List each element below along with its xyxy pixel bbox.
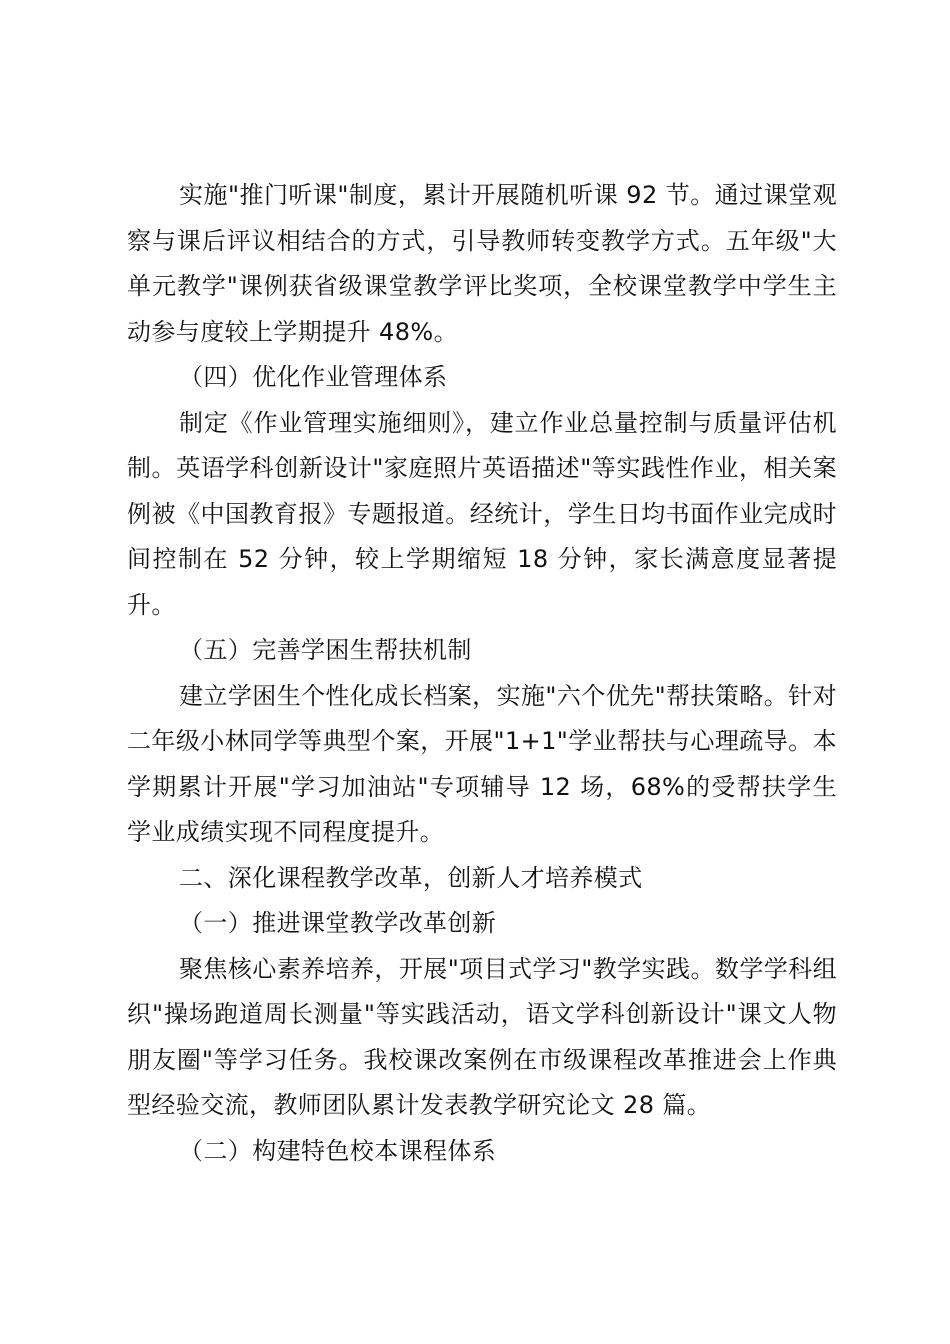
chapter-heading-curriculum-reform: 二、深化课程教学改革，创新人才培养模式 [179,863,643,892]
section-heading-struggling-students: （五）完善学困生帮扶机制 [179,636,472,664]
paragraph-classroom-reform: 聚焦核心素养培养，开展"项目式学习"教学实践。数学学科组织"操场跑道周长测量"等实践活动，语文学科创新设计"课文人物朋友圈"等学习任务。我校课改案例在市级课程改革推进会上作典型经验交流，教师团队累计发表教学研究论文 28 篇。 [127,954,837,1119]
section-heading-school-curriculum: （二）构建特色校本课程体系 [179,1136,497,1165]
paragraph-listening-class: 实施"推门听课"制度，累计开展随机听课 92 节。通过课堂观察与课后评议相结合的方式，引导教师转变教学方式。五年级"大单元教学"课例获省级课堂教学评比奖项，全校课堂教学中学生主动参与度较上学期提升 48%。 [127,181,837,346]
section-heading-classroom-reform: （一）推进课堂教学改革创新 [179,909,497,937]
section-heading-homework-management: （四）优化作业管理体系 [179,363,448,391]
paragraph-homework-management: 制定《作业管理实施细则》，建立作业总量控制与质量评估机制。英语学科创新设计"家庭照片英语描述"等实践性作业，相关案例被《中国教育报》专题报道。经统计，学生日均书面作业完成时间控制在 52 分钟，较上学期缩短 18 分钟，家长满意度显著提升。 [127,408,837,619]
document-body [127,173,837,1174]
paragraph-struggling-students: 建立学困生个性化成长档案，实施"六个优先"帮扶策略。针对二年级小林同学等典型个案，开展"1+1"学业帮扶与心理疏导。本学期累计开展"学习加油站"专项辅导 12 场，68%的受帮扶学生学业成绩实现不同程度提升。 [127,681,837,846]
